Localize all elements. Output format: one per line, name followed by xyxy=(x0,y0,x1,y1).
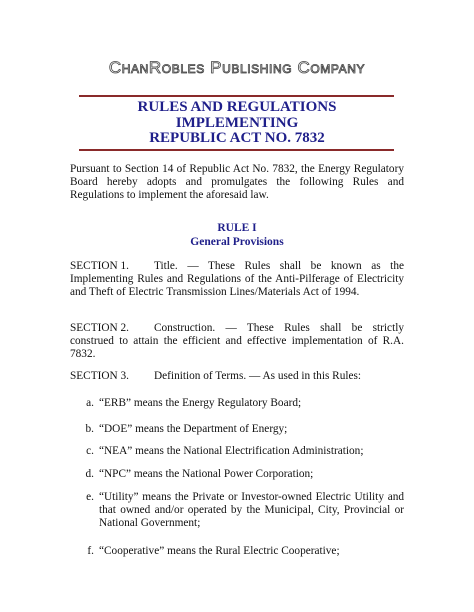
definition-letter: b. xyxy=(85,423,94,435)
title-top-divider xyxy=(79,95,394,97)
publisher-header: ChanRobles Publishing Company xyxy=(108,58,366,77)
definition-text: “Utility” means the Private or Investor-owned Electric Utility and that owned and/or operated by the Municipal, City, Provincial or National Government; xyxy=(99,491,404,530)
definition-text: “NEA” means the National Electrification Administration; xyxy=(99,445,364,457)
rule-heading xyxy=(0,222,474,249)
preamble-paragraph: Pursuant to Section 14 of Republic Act No. 7832, the Energy Regulatory Board hereby adopts and promulgates the following Rules and Regulations to implement the aforesaid law. xyxy=(70,163,404,202)
definition-text: “DOE” means the Department of Energy; xyxy=(99,423,288,435)
definition-text: “NPC” means the National Power Corporation; xyxy=(99,468,314,480)
rule-number: RULE I xyxy=(217,222,257,234)
title-line-3: REPUBLIC ACT NO. 7832 xyxy=(149,130,325,146)
definition-text: “Cooperative” means the Rural Electric Cooperative; xyxy=(99,545,340,557)
definition-letter: c. xyxy=(86,445,94,457)
section-3 xyxy=(70,370,404,383)
title-bottom-divider xyxy=(79,149,394,151)
title-line-1: RULES AND REGULATIONS xyxy=(137,99,337,115)
section-3-text: Definition of Terms. — As used in this Rules: xyxy=(154,370,362,382)
definition-text: “ERB” means the Energy Regulatory Board; xyxy=(99,397,302,409)
definition-letter: d. xyxy=(85,468,94,480)
section-1-label: SECTION 1. xyxy=(70,260,129,272)
section-1 xyxy=(70,260,404,300)
definition-letter: e. xyxy=(86,491,94,503)
section-3-label: SECTION 3. xyxy=(70,370,129,382)
title-line-2: IMPLEMENTING xyxy=(175,114,299,131)
section-2-label: SECTION 2. xyxy=(70,322,129,334)
definition-letter: a. xyxy=(86,397,94,409)
section-2-text: Construction. — These Rules shall be strictly construed to attain the efficient and effective implementation of R.A. 7832. xyxy=(70,322,404,361)
section-2 xyxy=(70,322,404,362)
rule-name: General Provisions xyxy=(190,235,284,248)
definition-letter: f. xyxy=(87,545,94,557)
document-title xyxy=(0,100,474,147)
section-1-text: Title. — These Rules shall be known as the Implementing Rules and Regulations of the Anti-Pilferage of Electricity and Theft of Electric Transmission Lines/Materials Act of 1994. xyxy=(70,260,404,299)
